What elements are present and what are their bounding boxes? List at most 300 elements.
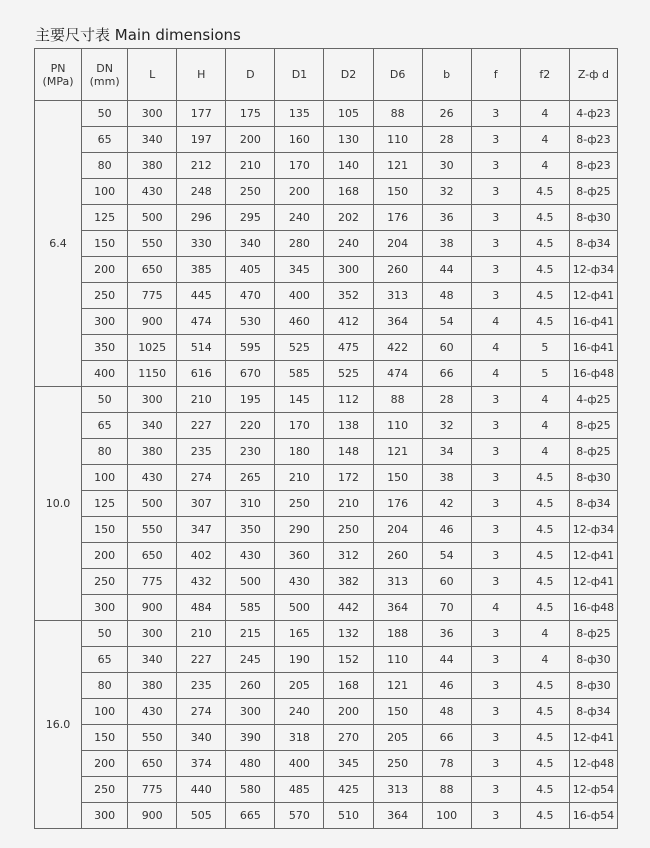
table-cell: 230 [226, 439, 275, 465]
table-cell: 210 [226, 153, 275, 179]
header-b: b [422, 49, 471, 101]
table-cell: 525 [275, 335, 324, 361]
table-cell: 65 [82, 413, 128, 439]
table-cell: 202 [324, 205, 373, 231]
table-cell: 16-ф48 [569, 595, 617, 621]
header-dn-label: DN [96, 61, 113, 75]
table-cell: 340 [226, 231, 275, 257]
table-cell: 210 [324, 491, 373, 517]
table-cell: 3 [471, 387, 520, 413]
table-cell: 3 [471, 673, 520, 699]
table-cell: 8-ф30 [569, 673, 617, 699]
table-cell: 5 [520, 361, 569, 387]
table-cell: 250 [82, 777, 128, 803]
table-cell: 380 [128, 153, 177, 179]
table-cell: 138 [324, 413, 373, 439]
table-cell: 330 [177, 231, 226, 257]
table-cell: 8-ф30 [569, 647, 617, 673]
table-cell: 485 [275, 777, 324, 803]
table-cell: 250 [324, 517, 373, 543]
table-cell: 307 [177, 491, 226, 517]
header-pn-label: PN [50, 61, 66, 75]
table-cell: 250 [373, 751, 422, 777]
table-row [35, 673, 618, 699]
table-row [35, 569, 618, 595]
table-cell: 775 [128, 569, 177, 595]
table-cell: 402 [177, 543, 226, 569]
table-cell: 12-ф41 [569, 725, 617, 751]
table-cell: 405 [226, 257, 275, 283]
table-cell: 190 [275, 647, 324, 673]
table-cell: 42 [422, 491, 471, 517]
table-cell: 550 [128, 725, 177, 751]
table-cell: 12-ф48 [569, 751, 617, 777]
table-cell: 585 [226, 595, 275, 621]
table-cell: 595 [226, 335, 275, 361]
table-cell: 500 [275, 595, 324, 621]
table-cell: 125 [82, 205, 128, 231]
table-cell: 3 [471, 699, 520, 725]
table-cell: 650 [128, 257, 177, 283]
table-cell: 48 [422, 283, 471, 309]
table-cell: 150 [82, 725, 128, 751]
table-row [35, 517, 618, 543]
table-cell: 177 [177, 101, 226, 127]
table-cell: 318 [275, 725, 324, 751]
table-cell: 340 [128, 413, 177, 439]
table-cell: 900 [128, 803, 177, 829]
table-cell: 382 [324, 569, 373, 595]
table-cell: 100 [422, 803, 471, 829]
table-cell: 176 [373, 491, 422, 517]
table-row [35, 283, 618, 309]
table-cell: 140 [324, 153, 373, 179]
table-cell: 475 [324, 335, 373, 361]
table-cell: 168 [324, 673, 373, 699]
table-cell: 16-ф48 [569, 361, 617, 387]
table-cell: 296 [177, 205, 226, 231]
table-cell: 200 [324, 699, 373, 725]
header-h: H [177, 49, 226, 101]
table-cell: 8-ф30 [569, 205, 617, 231]
table-cell: 188 [373, 621, 422, 647]
table-cell: 260 [373, 257, 422, 283]
table-cell: 60 [422, 569, 471, 595]
table-cell: 100 [82, 465, 128, 491]
table-cell: 430 [128, 465, 177, 491]
table-cell: 340 [128, 127, 177, 153]
table-cell: 310 [226, 491, 275, 517]
table-cell: 3 [471, 621, 520, 647]
table-cell: 360 [275, 543, 324, 569]
table-cell: 313 [373, 777, 422, 803]
table-row [35, 179, 618, 205]
table-cell: 8-ф34 [569, 491, 617, 517]
table-cell: 280 [275, 231, 324, 257]
table-cell: 3 [471, 491, 520, 517]
table-cell: 3 [471, 777, 520, 803]
table-cell: 347 [177, 517, 226, 543]
header-pn-unit: (MPa) [42, 74, 74, 88]
table-cell: 8-ф23 [569, 127, 617, 153]
table-cell: 4 [520, 647, 569, 673]
table-cell: 135 [275, 101, 324, 127]
table-cell: 3 [471, 647, 520, 673]
table-cell: 54 [422, 543, 471, 569]
table-cell: 430 [275, 569, 324, 595]
table-cell: 54 [422, 309, 471, 335]
table-cell: 145 [275, 387, 324, 413]
table-cell: 505 [177, 803, 226, 829]
table-cell: 110 [373, 127, 422, 153]
table-cell: 345 [324, 751, 373, 777]
page-title: 主要尺寸表 Main dimensions [35, 26, 241, 44]
pn-cell: 10.0 [35, 387, 82, 621]
table-cell: 3 [471, 257, 520, 283]
table-cell: 550 [128, 517, 177, 543]
table-cell: 412 [324, 309, 373, 335]
table-cell: 12-ф34 [569, 257, 617, 283]
table-cell: 8-ф25 [569, 179, 617, 205]
header-l: L [128, 49, 177, 101]
table-cell: 210 [177, 621, 226, 647]
table-cell: 4 [471, 335, 520, 361]
table-cell: 200 [226, 127, 275, 153]
table-cell: 3 [471, 179, 520, 205]
header-d: D [226, 49, 275, 101]
table-cell: 121 [373, 673, 422, 699]
table-cell: 110 [373, 647, 422, 673]
table-cell: 205 [275, 673, 324, 699]
table-cell: 112 [324, 387, 373, 413]
table-cell: 313 [373, 569, 422, 595]
table-cell: 150 [373, 465, 422, 491]
table-cell: 12-ф34 [569, 517, 617, 543]
table-cell: 775 [128, 283, 177, 309]
table-body [35, 101, 618, 829]
table-cell: 12-ф41 [569, 543, 617, 569]
table-cell: 350 [226, 517, 275, 543]
table-cell: 175 [226, 101, 275, 127]
table-cell: 470 [226, 283, 275, 309]
table-cell: 4.5 [520, 465, 569, 491]
table-cell: 432 [177, 569, 226, 595]
table-cell: 290 [275, 517, 324, 543]
table-cell: 121 [373, 153, 422, 179]
table-cell: 4 [520, 621, 569, 647]
table-cell: 8-ф30 [569, 465, 617, 491]
table-cell: 195 [226, 387, 275, 413]
table-cell: 260 [226, 673, 275, 699]
table-row [35, 153, 618, 179]
table-cell: 210 [177, 387, 226, 413]
table-cell: 4 [520, 413, 569, 439]
table-cell: 8-ф34 [569, 231, 617, 257]
table-cell: 88 [422, 777, 471, 803]
table-cell: 4.5 [520, 205, 569, 231]
table-cell: 88 [373, 387, 422, 413]
table-cell: 430 [128, 699, 177, 725]
table-cell: 26 [422, 101, 471, 127]
table-cell: 4 [520, 153, 569, 179]
table-cell: 550 [128, 231, 177, 257]
table-cell: 8-ф25 [569, 413, 617, 439]
table-row [35, 699, 618, 725]
table-cell: 215 [226, 621, 275, 647]
table-cell: 460 [275, 309, 324, 335]
table-cell: 235 [177, 673, 226, 699]
table-cell: 270 [324, 725, 373, 751]
table-cell: 440 [177, 777, 226, 803]
table-row [35, 465, 618, 491]
table-row [35, 127, 618, 153]
table-cell: 250 [82, 569, 128, 595]
table-cell: 3 [471, 153, 520, 179]
table-cell: 500 [128, 205, 177, 231]
table-cell: 4.5 [520, 725, 569, 751]
table-cell: 200 [275, 179, 324, 205]
table-cell: 176 [373, 205, 422, 231]
table-cell: 295 [226, 205, 275, 231]
table-cell: 300 [82, 309, 128, 335]
table-cell: 312 [324, 543, 373, 569]
table-cell: 380 [128, 673, 177, 699]
table-cell: 148 [324, 439, 373, 465]
table-cell: 352 [324, 283, 373, 309]
table-cell: 12-ф41 [569, 569, 617, 595]
table-cell: 4.5 [520, 491, 569, 517]
table-cell: 484 [177, 595, 226, 621]
table-cell: 430 [128, 179, 177, 205]
table-cell: 300 [128, 387, 177, 413]
header-d1: D1 [275, 49, 324, 101]
table-cell: 70 [422, 595, 471, 621]
table-cell: 205 [373, 725, 422, 751]
table-cell: 400 [275, 751, 324, 777]
table-cell: 530 [226, 309, 275, 335]
table-row [35, 309, 618, 335]
table-cell: 775 [128, 777, 177, 803]
table-cell: 50 [82, 621, 128, 647]
table-cell: 4.5 [520, 803, 569, 829]
table-cell: 38 [422, 231, 471, 257]
table-cell: 345 [275, 257, 324, 283]
table-cell: 340 [128, 647, 177, 673]
table-cell: 88 [373, 101, 422, 127]
table-cell: 3 [471, 751, 520, 777]
table-cell: 3 [471, 725, 520, 751]
table-row [35, 257, 618, 283]
table-cell: 3 [471, 439, 520, 465]
table-cell: 650 [128, 751, 177, 777]
table-cell: 364 [373, 309, 422, 335]
table-cell: 4 [520, 127, 569, 153]
table-cell: 3 [471, 101, 520, 127]
table-cell: 374 [177, 751, 226, 777]
table-cell: 150 [82, 517, 128, 543]
table-cell: 8-ф23 [569, 153, 617, 179]
table-cell: 1025 [128, 335, 177, 361]
table-cell: 170 [275, 413, 324, 439]
table-cell: 474 [177, 309, 226, 335]
table-row [35, 361, 618, 387]
table-cell: 1150 [128, 361, 177, 387]
table-cell: 165 [275, 621, 324, 647]
table-cell: 204 [373, 231, 422, 257]
table-cell: 500 [226, 569, 275, 595]
pn-cell: 6.4 [35, 101, 82, 387]
table-cell: 380 [128, 439, 177, 465]
table-cell: 3 [471, 517, 520, 543]
table-cell: 248 [177, 179, 226, 205]
table-cell: 313 [373, 283, 422, 309]
table-cell: 130 [324, 127, 373, 153]
table-cell: 227 [177, 647, 226, 673]
header-dn-unit: (mm) [89, 74, 120, 88]
table-cell: 4.5 [520, 699, 569, 725]
table-cell: 80 [82, 439, 128, 465]
table-cell: 3 [471, 413, 520, 439]
table-cell: 78 [422, 751, 471, 777]
table-cell: 36 [422, 621, 471, 647]
table-cell: 585 [275, 361, 324, 387]
table-cell: 4-ф25 [569, 387, 617, 413]
header-f2: f2 [520, 49, 569, 101]
table-cell: 350 [82, 335, 128, 361]
table-cell: 100 [82, 699, 128, 725]
table-cell: 4 [520, 439, 569, 465]
table-cell: 300 [128, 621, 177, 647]
table-row [35, 621, 618, 647]
table-cell: 197 [177, 127, 226, 153]
table-cell: 300 [324, 257, 373, 283]
table-cell: 570 [275, 803, 324, 829]
table-cell: 425 [324, 777, 373, 803]
table-cell: 400 [275, 283, 324, 309]
table-cell: 250 [275, 491, 324, 517]
table-cell: 3 [471, 465, 520, 491]
table-cell: 150 [82, 231, 128, 257]
table-cell: 650 [128, 543, 177, 569]
table-cell: 616 [177, 361, 226, 387]
table-cell: 265 [226, 465, 275, 491]
table-cell: 274 [177, 699, 226, 725]
table-cell: 48 [422, 699, 471, 725]
table-cell: 240 [324, 231, 373, 257]
table-cell: 3 [471, 205, 520, 231]
table-cell: 4.5 [520, 257, 569, 283]
table-cell: 80 [82, 673, 128, 699]
table-row [35, 387, 618, 413]
table-cell: 30 [422, 153, 471, 179]
table-cell: 400 [82, 361, 128, 387]
table-cell: 4 [471, 309, 520, 335]
table-cell: 480 [226, 751, 275, 777]
table-row [35, 595, 618, 621]
table-cell: 200 [82, 751, 128, 777]
table-cell: 4.5 [520, 595, 569, 621]
table-cell: 4.5 [520, 309, 569, 335]
table-cell: 445 [177, 283, 226, 309]
table-row [35, 205, 618, 231]
table-cell: 390 [226, 725, 275, 751]
table-cell: 4.5 [520, 777, 569, 803]
table-cell: 38 [422, 465, 471, 491]
table-cell: 300 [128, 101, 177, 127]
table-cell: 4-ф23 [569, 101, 617, 127]
table-row [35, 439, 618, 465]
table-cell: 900 [128, 309, 177, 335]
table-cell: 160 [275, 127, 324, 153]
table-cell: 474 [373, 361, 422, 387]
table-cell: 300 [82, 803, 128, 829]
table-cell: 274 [177, 465, 226, 491]
pn-cell: 16.0 [35, 621, 82, 829]
table-row [35, 803, 618, 829]
table-cell: 66 [422, 725, 471, 751]
table-cell: 44 [422, 647, 471, 673]
table-cell: 430 [226, 543, 275, 569]
table-cell: 66 [422, 361, 471, 387]
table-cell: 65 [82, 127, 128, 153]
table-cell: 665 [226, 803, 275, 829]
table-row [35, 231, 618, 257]
table-cell: 364 [373, 803, 422, 829]
table-cell: 8-ф34 [569, 699, 617, 725]
table-cell: 3 [471, 569, 520, 595]
table-cell: 44 [422, 257, 471, 283]
table-cell: 442 [324, 595, 373, 621]
table-cell: 240 [275, 699, 324, 725]
table-row [35, 777, 618, 803]
table-cell: 172 [324, 465, 373, 491]
header-pn [35, 49, 82, 101]
table-cell: 200 [82, 543, 128, 569]
table-cell: 4 [471, 595, 520, 621]
table-cell: 3 [471, 283, 520, 309]
table-cell: 250 [82, 283, 128, 309]
table-cell: 152 [324, 647, 373, 673]
table-cell: 3 [471, 231, 520, 257]
table-cell: 150 [373, 179, 422, 205]
table-cell: 670 [226, 361, 275, 387]
table-cell: 4.5 [520, 283, 569, 309]
table-cell: 525 [324, 361, 373, 387]
table-cell: 8-ф25 [569, 439, 617, 465]
table-cell: 227 [177, 413, 226, 439]
table-cell: 105 [324, 101, 373, 127]
header-d2: D2 [324, 49, 373, 101]
header-dn [82, 49, 128, 101]
table-row [35, 335, 618, 361]
header-d6: D6 [373, 49, 422, 101]
table-cell: 500 [128, 491, 177, 517]
table-cell: 32 [422, 179, 471, 205]
table-cell: 28 [422, 387, 471, 413]
table-cell: 235 [177, 439, 226, 465]
header-row [35, 49, 618, 101]
table-cell: 46 [422, 673, 471, 699]
table-cell: 12-ф54 [569, 777, 617, 803]
table-cell: 4.5 [520, 543, 569, 569]
table-cell: 245 [226, 647, 275, 673]
table-cell: 46 [422, 517, 471, 543]
table-cell: 170 [275, 153, 324, 179]
table-cell: 12-ф41 [569, 283, 617, 309]
table-cell: 220 [226, 413, 275, 439]
table-cell: 385 [177, 257, 226, 283]
table-cell: 4 [471, 361, 520, 387]
